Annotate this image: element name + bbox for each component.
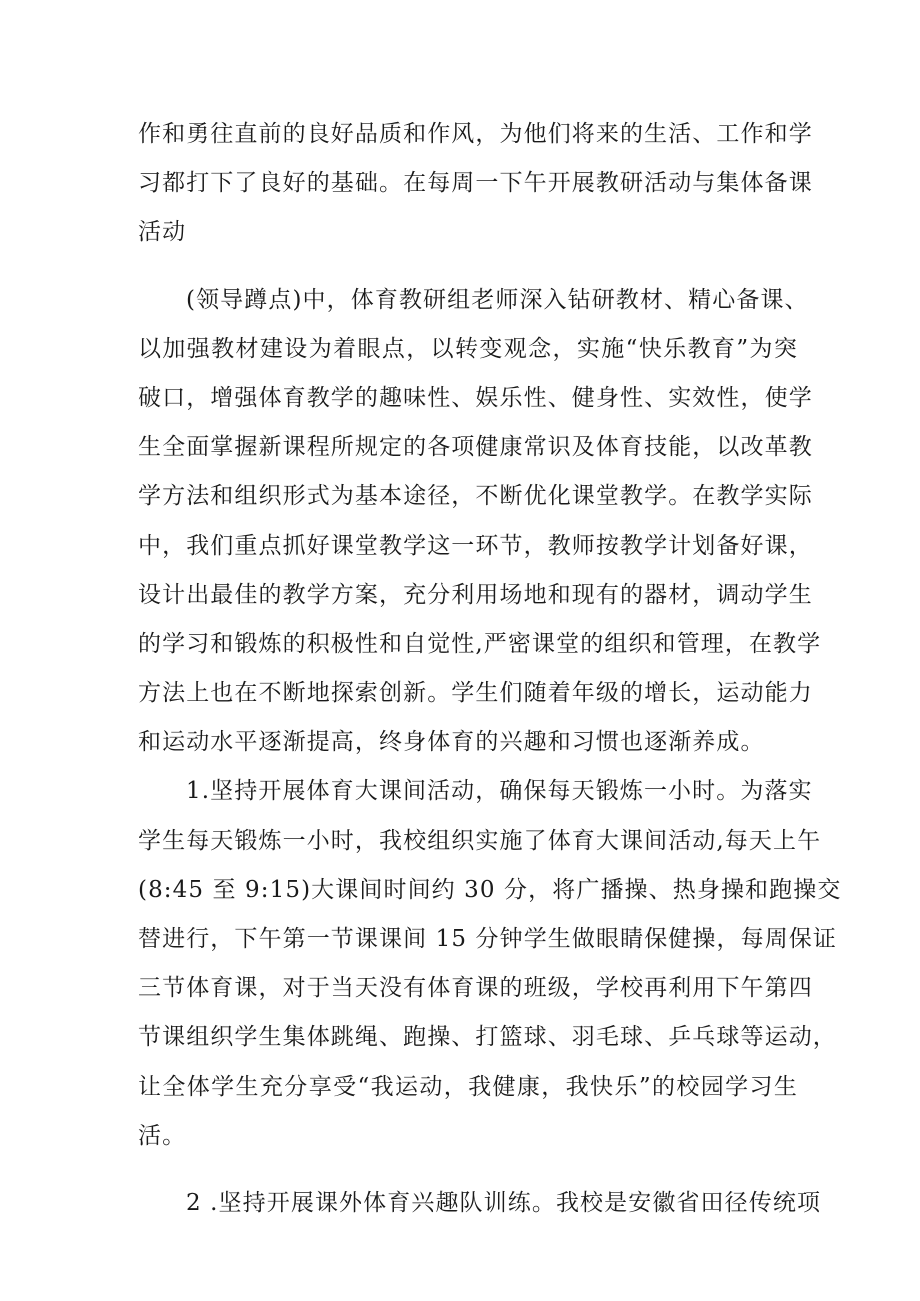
text-line: 设计出最佳的教学方案，充分利用场地和现有的器材，调动学生 xyxy=(138,581,813,608)
paragraph-gap xyxy=(138,258,798,276)
text-line: 1.坚持开展体育大课间活动，确保每天锻炼一小时。为落实 xyxy=(186,778,813,805)
text-line: (8:45 至 9:15)大课间时间约 30 分，将广播操、热身操和跑操交 xyxy=(138,876,842,903)
text-line: 和运动水平逐渐提高，终身体育的兴趣和习惯也逐渐养成。 xyxy=(138,729,765,756)
text-line: 替进行，下午第一节课课间 15 分钟学生做眼睛保健操，每周保证 xyxy=(138,926,837,952)
text-line: 方法上也在不断地探索创新。学生们随着年级的增长，运动能力 xyxy=(138,680,813,707)
paragraph-gap xyxy=(138,1161,798,1179)
text-line: 破口，增强体育教学的趣味性、娱乐性、健身性、实效性，使学 xyxy=(138,384,813,411)
text-line: 中，我们重点抓好课堂教学这一环节，教师按教学计划备好课， xyxy=(138,532,813,559)
text-line: 以加强教材建设为着眼点，以转变观念，实施“快乐教育”为突 xyxy=(138,335,798,362)
text-line: 作和勇往直前的良好品质和作风，为他们将来的生活、工作和学 xyxy=(138,121,813,147)
text-line: 活。 xyxy=(138,1122,187,1149)
text-line: 活动 xyxy=(138,219,187,246)
text-line: 2 .坚持开展课外体育兴趣队训练。我校是安徽省田径传统项 xyxy=(186,1189,822,1216)
text-line: 习都打下了良好的基础。在每周一下午开展教研活动与集体备课 xyxy=(138,170,813,197)
text-line: 生全面掌握新课程所规定的各项健康常识及体育技能，以改革教 xyxy=(138,434,813,461)
text-line: (领导蹲点)中，体育教研组老师深入钻研教材、精心备课、 xyxy=(186,286,809,313)
text-line: 的学习和锻炼的积极性和自觉性,严密课堂的组织和管理，在教学 xyxy=(138,630,822,657)
text-line: 三节体育课，对于当天没有体育课的班级，学校再利用下午第四 xyxy=(138,975,813,1002)
text-line: 让全体学生充分享受“我运动，我健康，我快乐”的校园学习生 xyxy=(138,1073,798,1100)
text-line: 节课组织学生集体跳绳、跑操、打篮球、羽毛球、乒乓球等运动， xyxy=(138,1024,837,1051)
text-line: 学方法和组织形式为基本途径，不断优化课堂教学。在教学实际 xyxy=(138,483,813,510)
text-line: 学生每天锻炼一小时，我校组织实施了体育大课间活动,每天上午 xyxy=(138,827,822,854)
body-text xyxy=(138,110,842,1228)
